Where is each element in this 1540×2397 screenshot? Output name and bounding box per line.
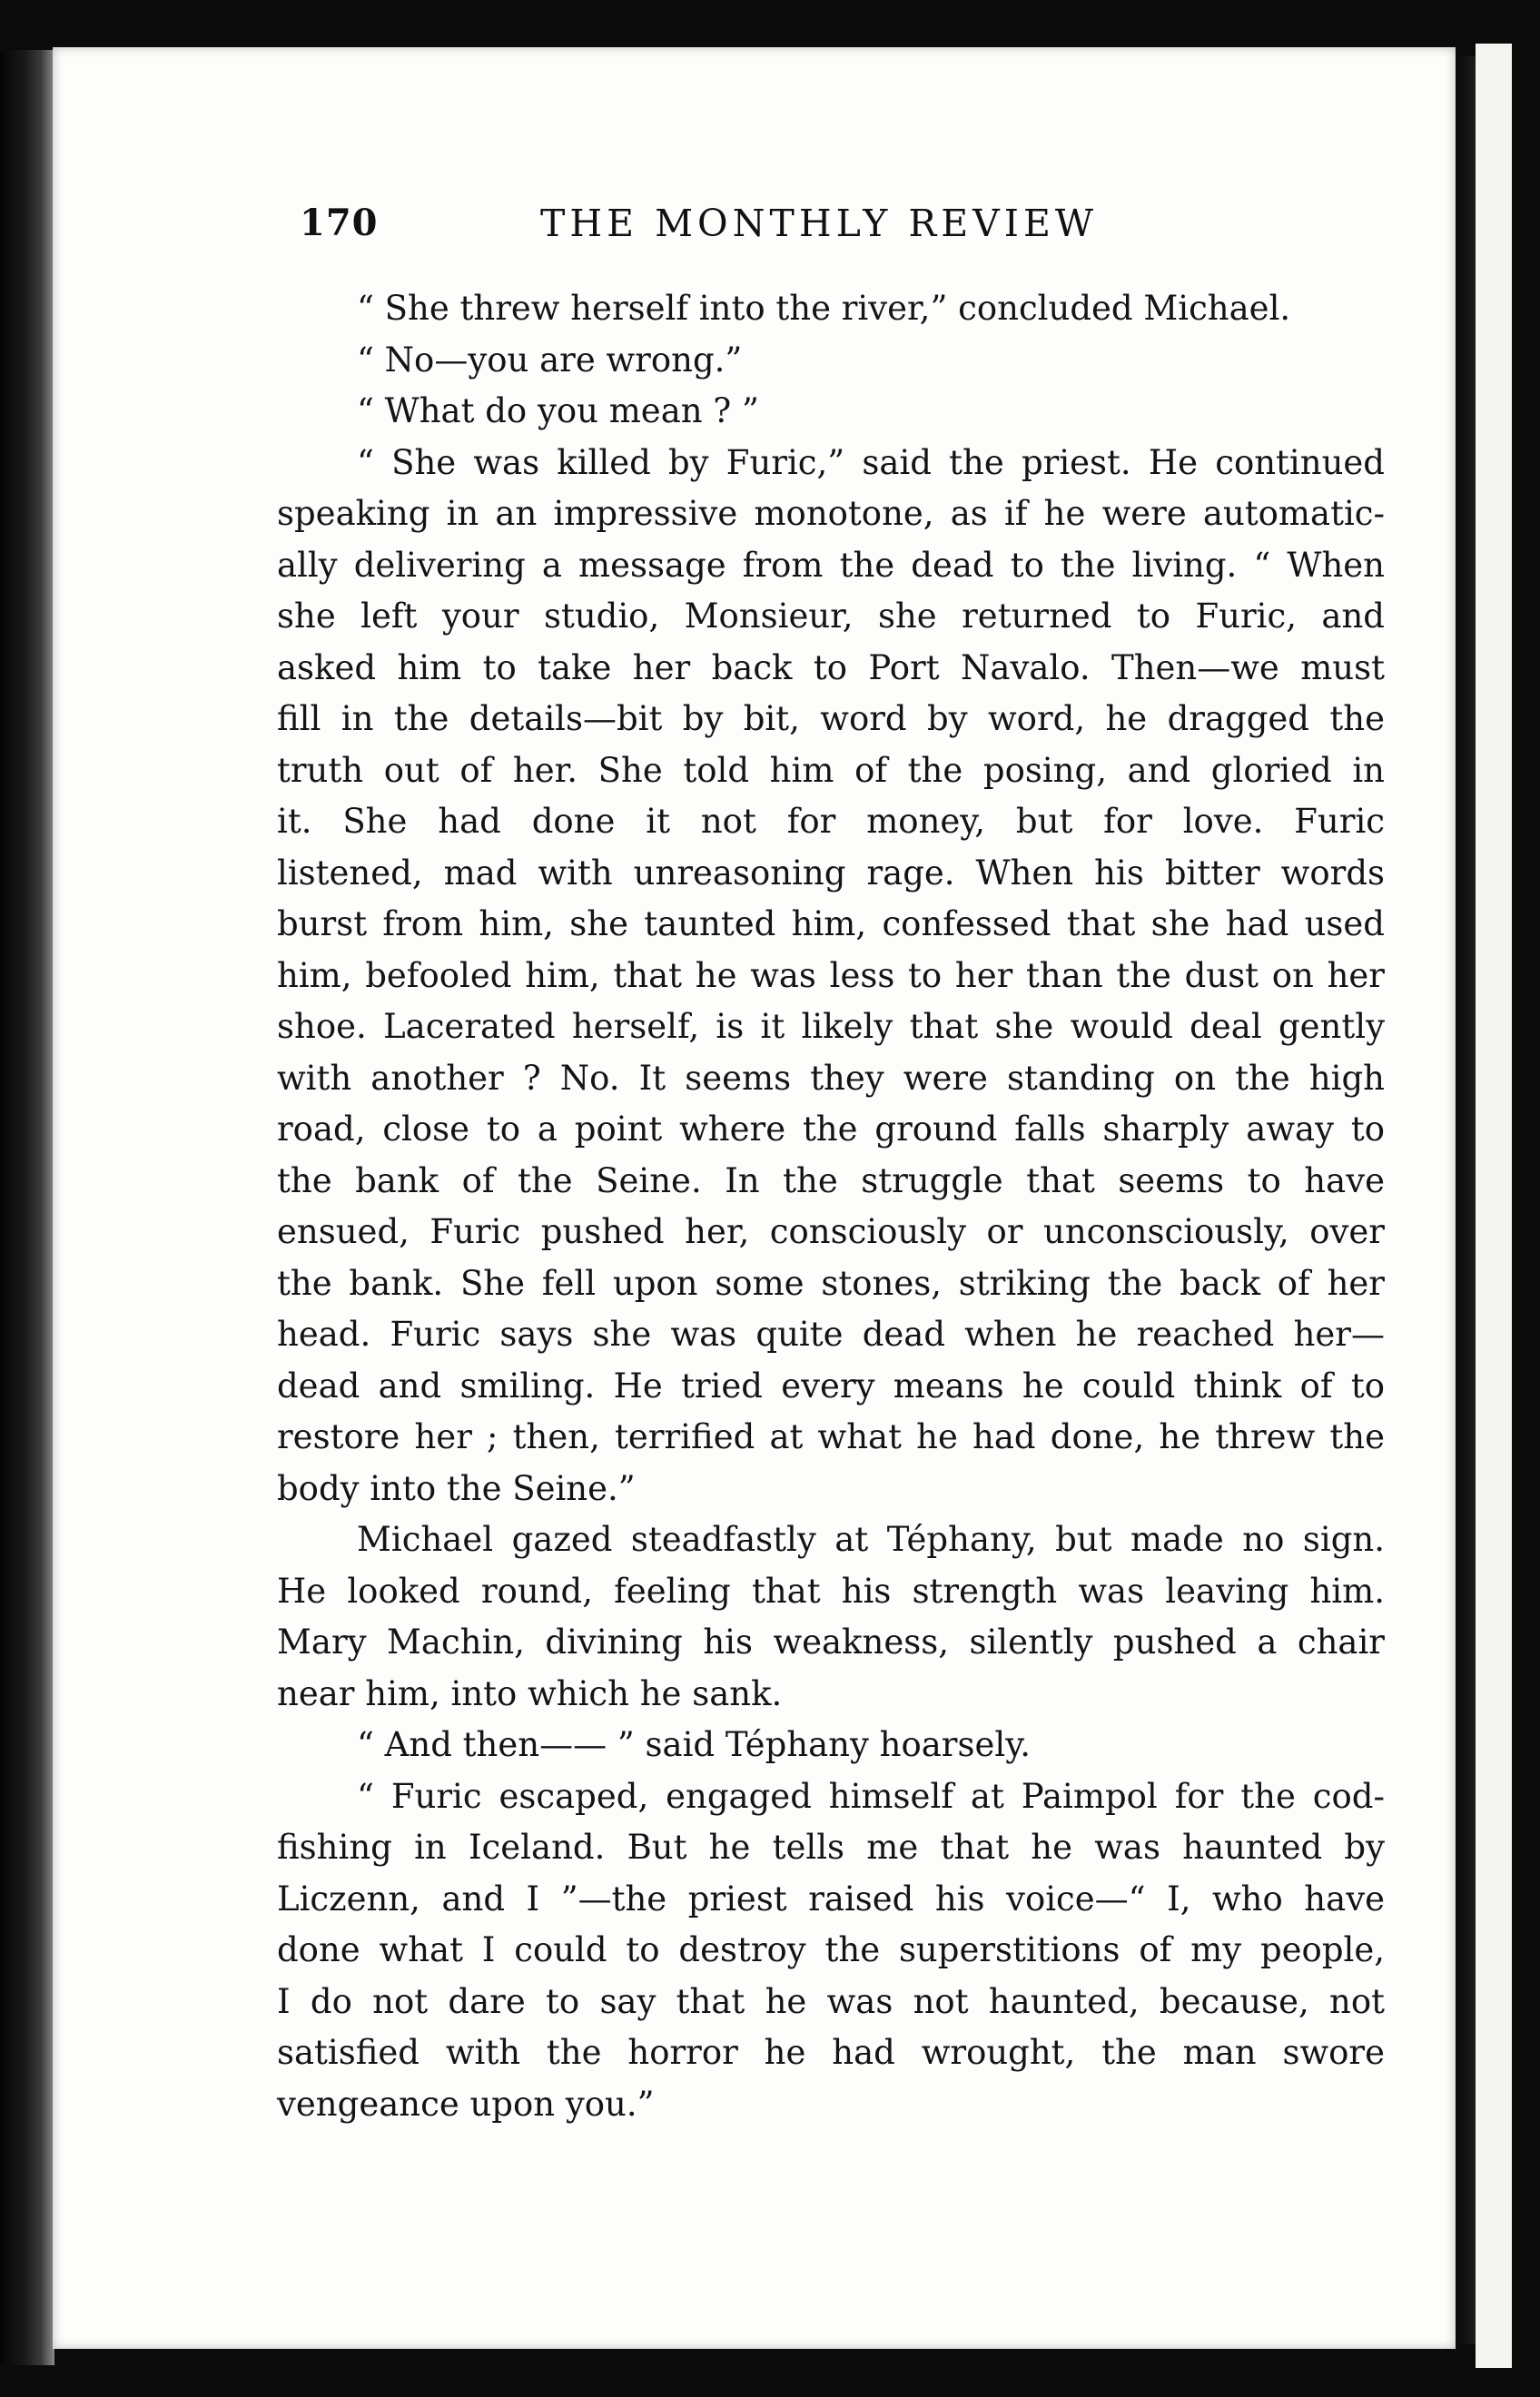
text-line: restore her ; then, terrified at what he had done, he threw the [277,1417,1385,1456]
text-line: the bank of the Seine. In the struggle that seems to have [277,1160,1385,1200]
text-line: asked him to take her back to Port Navalo. Then—we must [277,647,1385,687]
text-line: dead and smiling. He tried every means he could think of to [277,1366,1385,1406]
text-line: fill in the details—bit by bit, word by word, he dragged the [277,699,1385,738]
text-line: near him, into which he sank. [277,1673,783,1713]
text-line: Liczenn, and I ”—the priest raised his voice—“ I, who have [277,1879,1385,1919]
text-line: road, close to a point where the ground falls sharply away to [277,1110,1385,1149]
text-line: she left your studio, Monsieur, she returned to Furic, and [277,597,1385,636]
text-line: “ What do you mean ? ” [357,391,759,430]
text-line: speaking in an impressive monotone, as if he were automatic- [277,494,1385,533]
scan-border [1512,0,1540,2397]
page-gutter-shadow [1456,56,1476,2344]
text-line: done what I could to destroy the superstitions of my people, [277,1930,1385,1969]
text-line: ensued, Furic pushed her, consciously or unconsciously, over [277,1212,1385,1251]
text-line: with another ? No. It seems they were standing on the high [277,1058,1385,1098]
text-line: ally delivering a message from the dead to the living. “ When [277,545,1385,585]
text-line: burst from him, she taunted him, confessed that she had used [277,904,1385,943]
text-line: head. Furic says she was quite dead when he reached her— [277,1315,1385,1354]
running-head [300,202,1389,256]
text-line: “ And then—— ” said Téphany hoarsely. [357,1725,1031,1764]
text-line: shoe. Lacerated herself, is it likely that she would deal gently [277,1007,1385,1046]
text-line: fishing in Iceland. But he tells me that he was haunted by [277,1828,1385,1867]
book-binding-shadow [0,50,54,2365]
adjacent-page-edge [1476,44,1512,2368]
text-line: “ Furic escaped, engaged himself at Paimpol for the cod- [357,1776,1385,1816]
text-line: Michael gazed steadfastly at Téphany, but made no sign. [357,1520,1385,1559]
text-line: “ No—you are wrong.” [357,340,743,380]
text-line: listened, mad with unreasoning rage. When his bitter words [277,853,1385,893]
text-line: body into the Seine.” [277,1468,636,1508]
text-line: the bank. She fell upon some stones, striking the back of her [277,1263,1385,1303]
text-line: it. She had done it not for money, but for love. Furic [277,802,1385,841]
text-line: “ She was killed by Furic,” said the priest. He continued [357,442,1385,482]
text-line: He looked round, feeling that his strength was leaving him. [277,1571,1385,1611]
text-line: I do not dare to say that he was not haunted, because, not [277,1981,1385,2021]
body-text [277,283,1385,2130]
text-line: Mary Machin, divining his weakness, silently pushed a chair [277,1623,1385,1662]
text-line: vengeance upon you.” [277,2084,655,2124]
text-line: satisfied with the horror he had wrought, the man swore [277,2033,1385,2072]
page-number: 170 [300,202,379,244]
journal-title: THE MONTHLY REVIEW [540,202,1099,245]
text-line: truth out of her. She told him of the posing, and gloried in [277,750,1385,790]
text-line: him, befooled him, that he was less to her than the dust on her [277,955,1385,995]
text-line: “ She threw herself into the river,” concluded Michael. [357,289,1291,328]
